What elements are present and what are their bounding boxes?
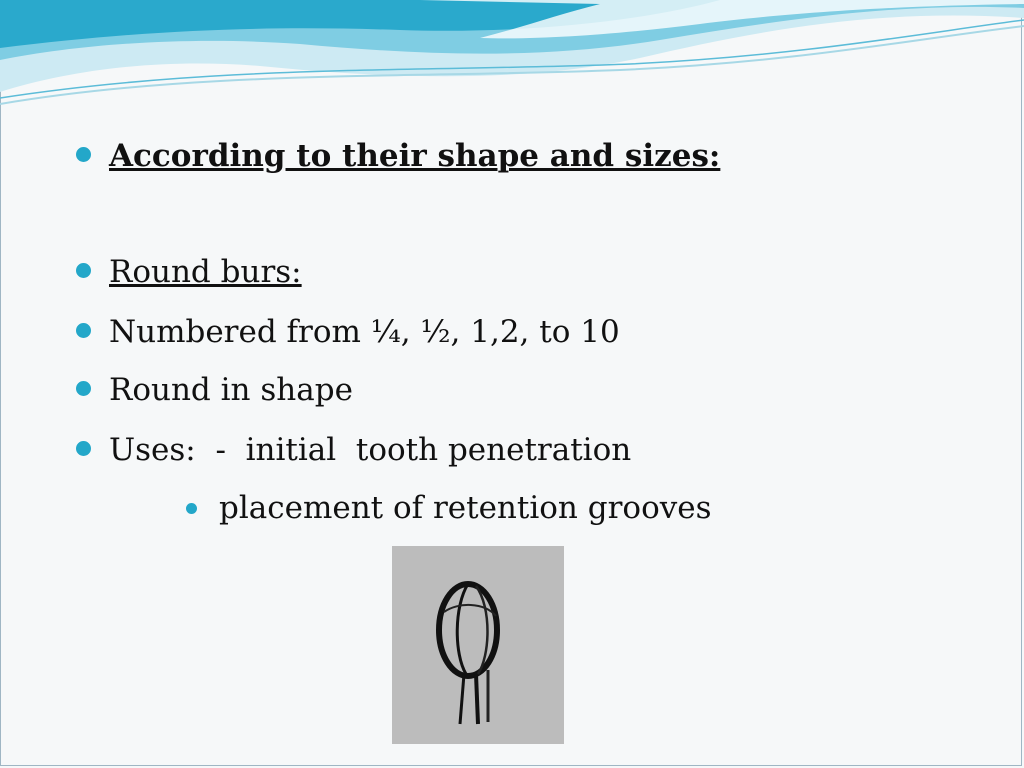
bullet-icon — [76, 323, 91, 338]
slide-heading — [76, 138, 720, 174]
bullet-icon — [76, 263, 91, 278]
decorative-wave-header — [0, 0, 1024, 120]
bullet-item — [76, 372, 353, 408]
bullet-item — [76, 254, 302, 290]
bullet-text: Numbered from ¼, ½, 1,2, to 10 — [109, 314, 620, 350]
round-bur-sketch-icon — [392, 546, 564, 744]
bullet-item — [76, 314, 620, 350]
bullet-item — [76, 432, 631, 468]
sub-bullet-text: placement of retention grooves — [219, 490, 712, 526]
heading-text: According to their shape and sizes: — [109, 138, 721, 174]
bullet-text: Uses: - initial tooth penetration — [109, 432, 632, 468]
bullet-icon — [76, 441, 91, 456]
bullet-text: Round burs: — [109, 254, 302, 290]
round-bur-image — [392, 546, 564, 744]
bullet-text: Round in shape — [109, 372, 353, 408]
bullet-icon — [76, 381, 91, 396]
bullet-icon — [76, 147, 91, 162]
sub-bullet-icon — [186, 503, 197, 514]
sub-bullet-item — [186, 490, 712, 526]
